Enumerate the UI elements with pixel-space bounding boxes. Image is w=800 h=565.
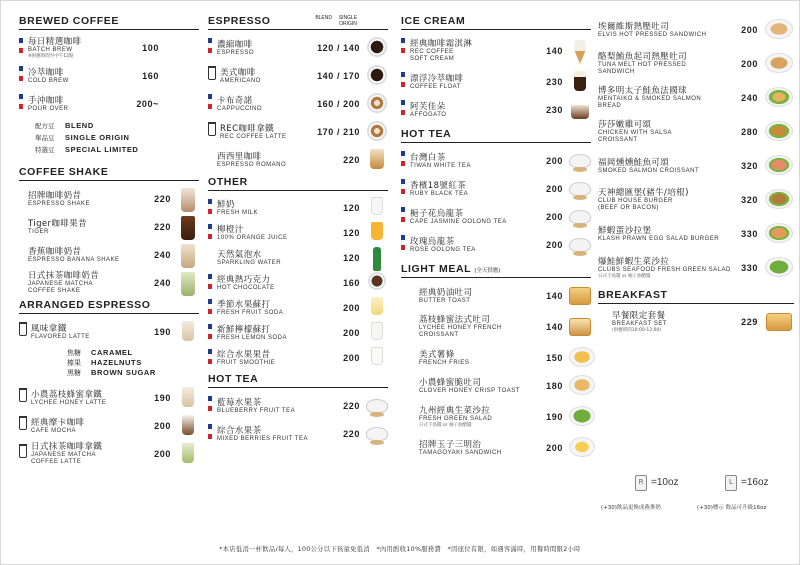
flag-icon [19, 66, 23, 81]
blend-option: 特選豆 SPECIAL LIMITED [35, 145, 139, 154]
item-price: 200 [546, 156, 563, 166]
menu-item: 早餐限定套餐 BREAKFAST SET (供應時間10:00-12:00) 229 [598, 310, 794, 334]
item-price: 320 [741, 161, 758, 171]
item-price: 120 / 140 [317, 43, 360, 53]
menu-item: 埃爾維斯熱壓吐司 ELVIS HOT PRESSED SANDWICH 200 [598, 15, 794, 45]
item-price: 280 [741, 127, 758, 137]
menu-item: 博多明太子鮭魚法國球 MENTAIKO & SMOKED SALMON BREAD 240 [598, 83, 794, 113]
item-price: 240 [154, 278, 171, 288]
flag-icon [19, 38, 23, 53]
flag-icon [208, 396, 212, 411]
section-title: ICE CREAM [401, 15, 591, 30]
menu-item: 日式抹茶咖啡拿鐵 JAPANESE MATCHA COFFEE LATTE 200 [19, 442, 199, 466]
croissant-photo [764, 121, 794, 143]
item-price: 200 [546, 184, 563, 194]
upsize-note: (+30)標示 飲品可升級16oz [697, 505, 767, 511]
menu-item: 梔子花烏龍茶 CAPE JASMINE OOLONG TEA 200 [401, 205, 591, 229]
sparkling-water-photo [366, 247, 388, 269]
item-name-en: BATCH BREW [28, 46, 73, 53]
menu-item: 福岡燻燻鮭魚可頌 SMOKED SALMON CROISSANT 320 [598, 151, 794, 181]
flag-icon [401, 151, 405, 166]
americano-photo [366, 65, 388, 87]
item-price: 220 [343, 429, 360, 439]
item-name-en: POUR OVER [28, 105, 69, 112]
flag-icon [208, 424, 212, 439]
item-price: 200 [741, 25, 758, 35]
hot-tea-section [401, 128, 591, 257]
teapot-photo [569, 178, 591, 200]
menu-item: 風味拿鐵 FLAVORED LATTE 190 [19, 320, 199, 344]
espresso-section [208, 15, 388, 172]
light-meal-section [401, 263, 591, 460]
item-note: ※供應時間至中午12點 [28, 53, 74, 59]
flag-icon [208, 274, 212, 289]
menu-item: 美式咖啡 AMERICANO 140 / 170 [208, 64, 388, 88]
section-title: OTHER [208, 176, 388, 191]
column-2 [208, 9, 388, 450]
cup-icon [208, 122, 216, 136]
item-price: 190 [154, 393, 171, 403]
cappuccino-photo [366, 93, 388, 115]
flavor-option: 焦糖 CARAMEL [67, 348, 133, 357]
flavor-option: 黑糖 BROWN SUGAR [67, 368, 156, 377]
butter-toast-photo [569, 285, 591, 307]
section-title: ESPRESSO BLEND SINGLE ORIGIN [208, 15, 388, 30]
shake-photo [177, 188, 199, 210]
item-price: 240 [741, 93, 758, 103]
seafood-salad-photo [764, 257, 794, 279]
item-name-zh: 冷萃咖啡 [28, 67, 64, 78]
menu-item: 季節水果蘇打 FRESH FRUIT SODA 200 [208, 297, 388, 319]
soft-cream-photo [569, 40, 591, 62]
item-price: 200 [154, 449, 171, 459]
flag-icon [401, 235, 405, 250]
cup-icon [19, 322, 27, 336]
item-price: 160 [343, 278, 360, 288]
item-name-zh: 手沖咖啡 [28, 95, 64, 106]
espresso-photo [366, 37, 388, 59]
menu-item: 新鮮檸檬蘇打 FRESH LEMON SODA 200 [208, 322, 388, 344]
item-price: 150 [546, 353, 563, 363]
coffee-float-photo [569, 71, 591, 93]
arranged-espresso-section [19, 299, 199, 466]
item-price: 190 [546, 412, 563, 422]
menu-item: 鮮蝦蛋沙拉堡 KLASH PRAWN EGG SALAD BURGER 330 [598, 219, 794, 249]
flag-icon [401, 38, 405, 53]
size-r-icon: R [635, 475, 647, 491]
size-l-icon: L [725, 475, 737, 491]
burger-photo [764, 189, 794, 211]
column-3 [401, 9, 591, 464]
flag-icon [208, 199, 212, 214]
item-price: 229 [741, 317, 758, 327]
menu-item: 玫瑰烏龍茶 ROSE OOLONG TEA 200 [401, 233, 591, 257]
section-title: HOT TEA [401, 128, 591, 143]
hot-chocolate-photo [366, 272, 388, 294]
menu-item: 天然氣泡水 SPARKLING WATER 120 [208, 247, 388, 269]
menu-item: 卡布奇諾 CAPPUCCINO 160 / 200 [208, 92, 388, 116]
fruit-soda-photo [366, 297, 388, 319]
section-title: BREAKFAST [598, 289, 794, 304]
size-legend [599, 467, 795, 517]
item-price: 120 [343, 228, 360, 238]
item-price: 120 [343, 253, 360, 263]
fries-photo [569, 347, 591, 369]
latte-photo [366, 121, 388, 143]
item-price: 220 [343, 155, 360, 165]
menu-item: 日式抹茶咖啡奶昔 JAPANESE MATCHA COFFEE SHAKE 240 [19, 271, 199, 295]
milk-photo [366, 197, 388, 219]
section-title: HOT TEA [208, 373, 388, 388]
item-price: 120 [343, 203, 360, 213]
flag-icon [401, 72, 405, 87]
item-price: 200 [343, 353, 360, 363]
item-price: 220 [154, 222, 171, 232]
item-price: 140 / 170 [317, 71, 360, 81]
menu-item: 爆鮭鮮蝦生菜沙拉 CLUBS SEAFOOD FRESH GREEN SALAD 日式千島醬 or 柚子油醋醬 330 [598, 253, 794, 283]
teapot-photo [569, 206, 591, 228]
lemon-soda-photo [366, 322, 388, 344]
menu-item: 酪梨鮪魚起司熱壓吐司 TUNA MELT HOT PRESSED SANDWICH 200 [598, 49, 794, 79]
column-4 [598, 15, 794, 338]
item-price: 140 [546, 46, 563, 56]
item-price: 160 / 200 [317, 99, 360, 109]
item-price: 200 [343, 328, 360, 338]
flag-icon [208, 324, 212, 339]
latte-photo [177, 321, 199, 343]
teapot-photo [569, 150, 591, 172]
menu-item: 香蕉咖啡奶昔 ESPRESSO BANANA SHAKE 240 [19, 243, 199, 267]
item-price: 200 [343, 303, 360, 313]
cup-icon [208, 66, 216, 80]
menu-item: 西西里咖啡 ESPRESSO ROMANO 220 [208, 148, 388, 172]
teapot-photo [366, 395, 388, 417]
item-price: 220 [154, 194, 171, 204]
item-price: 320 [741, 195, 758, 205]
menu-item: 阿芙佳朵 AFFOGATO 230 [401, 98, 591, 122]
salmon-croissant-photo [764, 155, 794, 177]
menu-item: 經典咖啡霜淇淋 REC COFFEE SOFT CREAM 140 [401, 36, 591, 66]
item-price: 100 [142, 43, 159, 53]
item-price: 230 [546, 105, 563, 115]
cup-icon [19, 416, 27, 430]
menu-item: 九州經典生菜沙拉 FRESH GREEN SALAD 日式千島醬 or 柚子油醋醬 190 [401, 402, 591, 432]
item-price: 160 [142, 71, 159, 81]
menu-item: Tiger咖啡果昔 TIGER 220 [19, 215, 199, 239]
menu-item: 經典奶油吐司 BUTTER TOAST 140 [401, 284, 591, 308]
item-price: 330 [741, 263, 758, 273]
item-price: 200 [546, 443, 563, 453]
salmon-bread-photo [764, 87, 794, 109]
menu-item: 柳橙汁 100% ORANGE JUICE 120 [208, 222, 388, 244]
cup-icon [19, 444, 27, 458]
breakfast-photo [764, 311, 794, 333]
section-title: LIGHT MEAL (全天供應) [401, 263, 591, 278]
item-price: 200 [546, 212, 563, 222]
matcha-latte-photo [177, 443, 199, 465]
coffee-shake-section [19, 166, 199, 295]
mocha-photo [177, 415, 199, 437]
flag-icon [208, 38, 212, 53]
flag-icon [208, 299, 212, 314]
section-title: ARRANGED ESPRESSO [19, 299, 199, 314]
shake-photo [177, 272, 199, 294]
menu-item: 小農蜂蜜脆吐司 CLOVER HONEY CRISP TOAST 180 [401, 374, 591, 398]
smoothie-photo [366, 347, 388, 369]
prawn-burger-photo [764, 223, 794, 245]
column-1 [19, 9, 199, 470]
section-title: COFFEE SHAKE [19, 166, 199, 181]
ice-cream-section [401, 15, 591, 122]
flavor-option: 榛果 HAZELNUTS [67, 358, 142, 367]
menu-item: 招牌玉子三明治 TAMAGOYAKI SANDWICH 200 [401, 436, 591, 460]
blend-option: 配方豆 BLEND [35, 121, 94, 130]
tuna-melt-photo [764, 53, 794, 75]
sandwich-photo [569, 437, 591, 459]
size-l-label: =16oz [741, 477, 769, 488]
flag-icon [401, 100, 405, 115]
flag-icon [208, 349, 212, 364]
item-price: 170 / 210 [317, 127, 360, 137]
shake-photo [177, 216, 199, 238]
menu-item: 綜合水果茶 MIXED BERRIES FRUIT TEA 220 [208, 422, 388, 446]
size-r-label: =10oz [651, 477, 679, 488]
blend-option: 單品豆 SINGLE ORIGIN [35, 133, 130, 142]
item-price: 190 [154, 327, 171, 337]
flag-icon [401, 207, 405, 222]
sandwich-photo [764, 19, 794, 41]
item-price: 140 [546, 291, 563, 301]
flag-icon [19, 94, 23, 109]
flag-icon [208, 224, 212, 239]
item-price: 200 [546, 240, 563, 250]
item-price: 200 [154, 421, 171, 431]
salad-photo [569, 406, 591, 428]
teapot-photo [569, 234, 591, 256]
item-name-zh: 每日精選咖啡 [28, 36, 82, 47]
other-section [208, 176, 388, 369]
breakfast-section [598, 289, 794, 334]
shake-photo [177, 244, 199, 266]
crisp-toast-photo [569, 375, 591, 397]
french-toast-photo [569, 316, 591, 338]
footer-note: *本店低消一杯飲品/每人，100公分以下孩童免低消 *內用酌收10%服務費 *因座位有限，如遇客滿時，用餐時間限2小時 [219, 546, 581, 553]
menu-item: 濃縮咖啡 ESPRESSO 120 / 140 [208, 36, 388, 60]
menu-item: 綜合水果果昔 FRUIT SMOOTHIE 200 [208, 347, 388, 369]
item-price: 240 [154, 250, 171, 260]
menu-item: 荔枝蜂蜜法式吐司 LYCHEE HONEY FRENCH CROISSANT 140 [401, 312, 591, 342]
affogato-photo [569, 99, 591, 121]
item-price: 230 [546, 77, 563, 87]
oat-milk-note: (+30)飲品更換成燕麥奶 [601, 505, 661, 511]
cup-icon [19, 388, 27, 402]
menu-item: 經典摩卡咖啡 CAFE MOCHA 200 [19, 414, 199, 438]
menu-item: 莎莎嫩雞可頌 CHICKEN WITH SALSA CROISSANT 280 [598, 117, 794, 147]
fruit-tea-section [208, 373, 388, 446]
brewed-coffee-section [19, 15, 199, 156]
menu-item: 小農荔枝蜂蜜拿鐵 LYCHEE HONEY LATTE 190 [19, 386, 199, 410]
flag-icon [401, 179, 405, 194]
menu-item: 美式薯條 FRENCH FRIES 150 [401, 346, 591, 370]
menu-item [19, 36, 199, 60]
teapot-photo [366, 423, 388, 445]
flag-icon [208, 94, 212, 109]
latte-photo [177, 387, 199, 409]
item-price: 140 [546, 322, 563, 332]
menu-item: 招牌咖啡奶昔 ESPRESSO SHAKE 220 [19, 187, 199, 211]
menu-item: 經典熱巧克力 HOT CHOCOLATE 160 [208, 272, 388, 294]
item-price: 200 [741, 59, 758, 69]
item-name-en: COLD BREW [28, 77, 69, 84]
item-price: 330 [741, 229, 758, 239]
romano-photo [366, 149, 388, 171]
item-price: 220 [343, 401, 360, 411]
orange-juice-photo [366, 222, 388, 244]
menu-item [19, 92, 199, 116]
menu-item: 香檳18號紅茶 RUBY BLACK TEA 200 [401, 177, 591, 201]
menu-item: 天神總匯堡(豬牛/培根) CLUB HOUSE BURGER (BEEF OR BACON) 320 [598, 185, 794, 215]
section-title: BREWED COFFEE [19, 15, 199, 30]
item-price: 200~ [136, 99, 159, 109]
menu-item: 鮮奶 FRESH MILK 120 [208, 197, 388, 219]
item-price: 180 [546, 381, 563, 391]
menu-item [19, 64, 199, 88]
menu-item: 台灣白茶 TIWAN WHITE TEA 200 [401, 149, 591, 173]
menu-item: 漂浮冷萃咖啡 COFFEE FLOAT 230 [401, 70, 591, 94]
menu-item: REC咖啡拿鐵 REC COFFEE LATTE 170 / 210 [208, 120, 388, 144]
menu-item: 藍莓水果茶 BLUEBERRY FRUIT TEA 220 [208, 394, 388, 418]
